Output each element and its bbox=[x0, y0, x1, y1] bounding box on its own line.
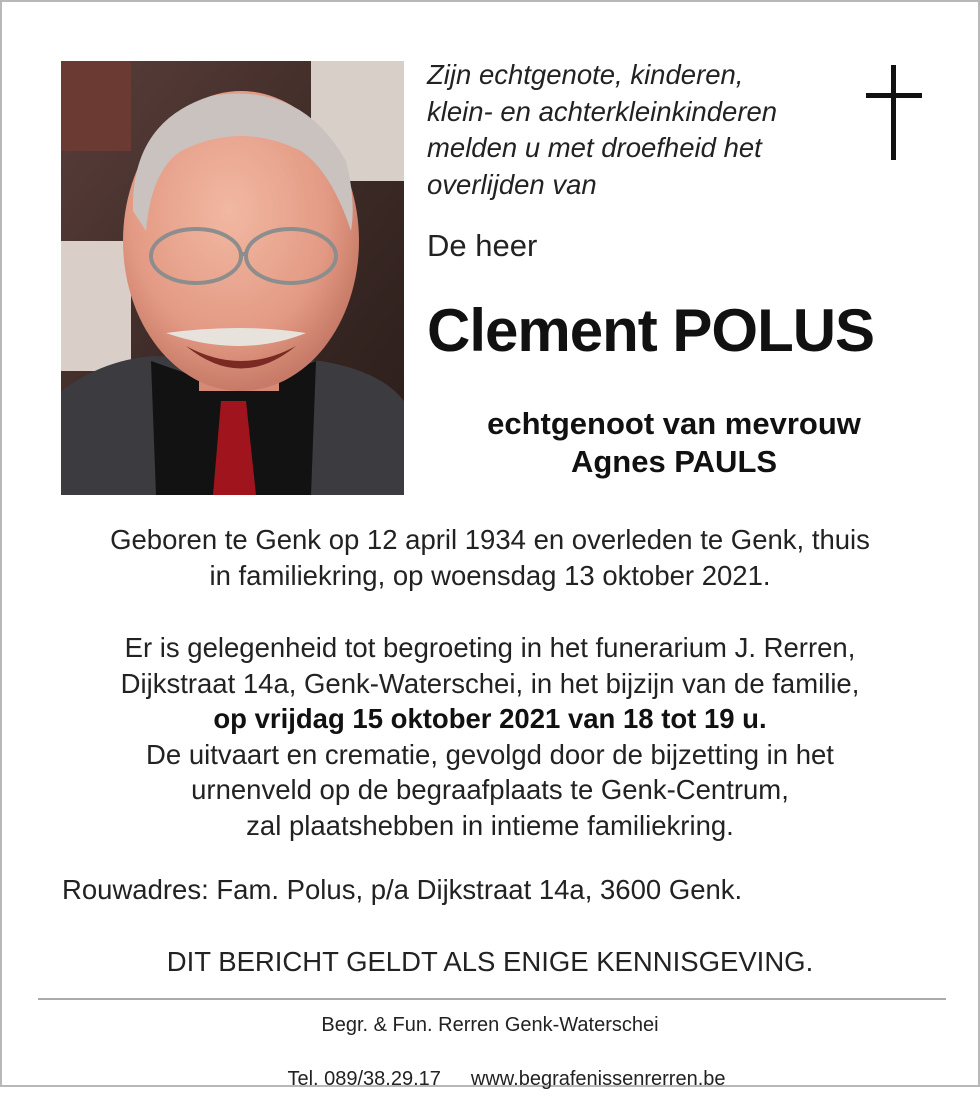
intro-line: melden u met droefheid het bbox=[427, 132, 762, 163]
intro-line: Zijn echtgenote, kinderen, bbox=[427, 59, 744, 90]
footer-divider bbox=[38, 998, 946, 1000]
official-notice: DIT BERICHT GELDT ALS ENIGE KENNISGEVING. bbox=[166, 946, 814, 977]
spouse-info bbox=[414, 405, 934, 481]
funeral-home-phone: Tel. 089/38.29.17 bbox=[287, 1068, 441, 1090]
birth-death-line: in familiekring, op woensdag 13 oktober 2021. bbox=[209, 559, 771, 591]
deceased-name: Clement POLUS bbox=[427, 297, 875, 364]
title-prefix: De heer bbox=[427, 228, 538, 263]
latin-cross-icon bbox=[866, 65, 922, 160]
intro-line: overlijden van bbox=[427, 168, 597, 200]
funeral-home-website[interactable]: www.begrafenissenrerren.be bbox=[470, 1068, 726, 1090]
funeral-home-name: Begr. & Fun. Rerren Genk-Waterschei bbox=[321, 1014, 659, 1036]
visitation-time: op vrijdag 15 oktober 2021 van 18 tot 19 u. bbox=[213, 703, 767, 734]
funeral-home-footer bbox=[2, 1012, 978, 1120]
spouse-name: Agnes PAULS bbox=[570, 444, 778, 479]
funeral-line: urnenveld op de begraafplaats te Genk-Centrum, bbox=[191, 774, 789, 805]
mourning-address: Rouwadres: Fam. Polus, p/a Dijkstraat 14a, 3600 Genk. bbox=[62, 874, 743, 905]
portrait-photo bbox=[61, 61, 404, 495]
funeral-line: zal plaatshebben in intieme familiekring. bbox=[246, 809, 734, 841]
portrait-illustration bbox=[61, 61, 404, 495]
visitation-line: Dijkstraat 14a, Genk-Waterschei, in het bijzijn van de familie, bbox=[120, 667, 860, 699]
visitation-line: Er is gelegenheid tot begroeting in het funerarium J. Rerren, bbox=[124, 632, 856, 663]
spouse-line: echtgenoot van mevrouw bbox=[487, 406, 861, 441]
funeral-line: De uitvaart en crematie, gevolgd door de bijzetting in het bbox=[146, 738, 834, 770]
notice-body bbox=[2, 522, 978, 843]
intro-line: klein- en achterkleinkinderen bbox=[427, 95, 778, 127]
intro-text bbox=[427, 57, 847, 203]
birth-death-line: Geboren te Genk op 12 april 1934 en overleden te Genk, thuis bbox=[110, 524, 870, 555]
